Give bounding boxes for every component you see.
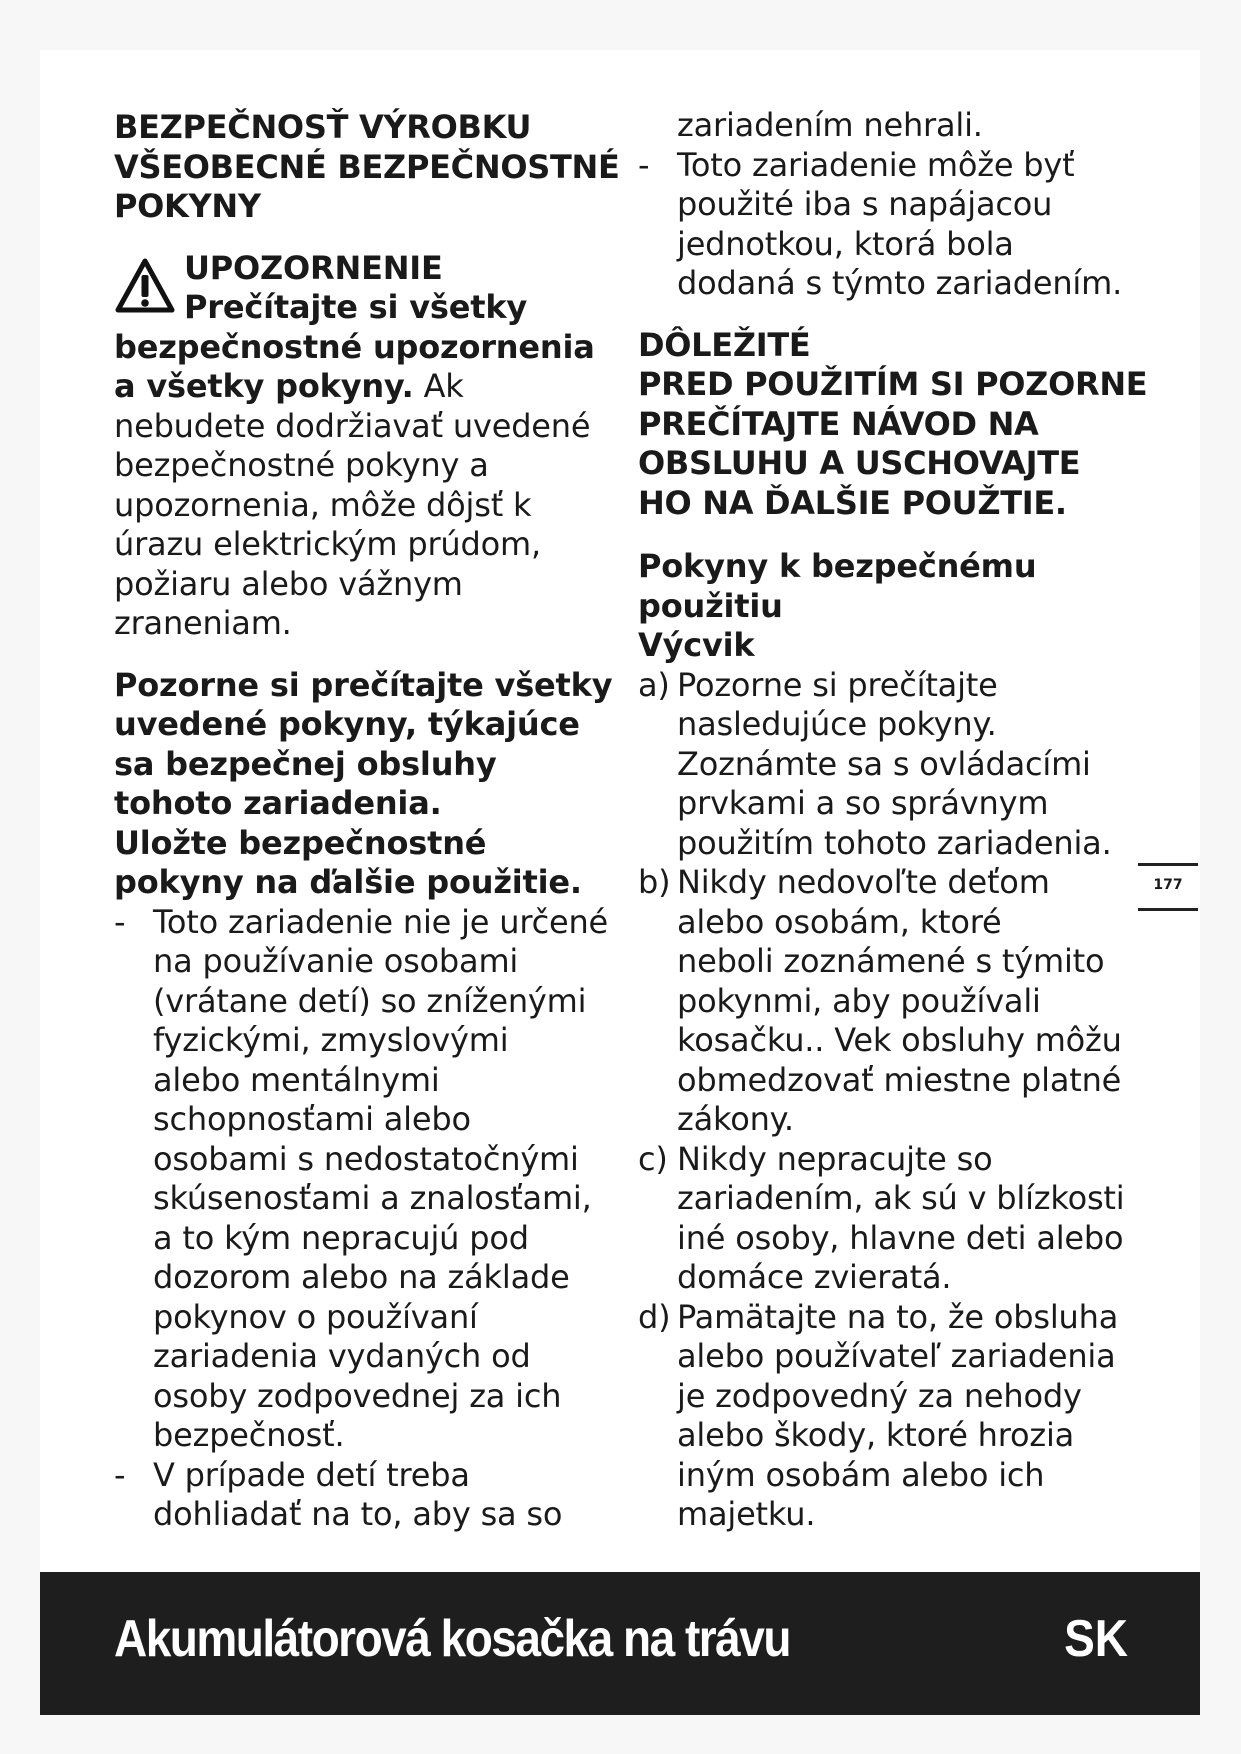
warning-text-line: nebudete dodržiavať uvedené: [114, 406, 591, 445]
item-line: iným osobám alebo ich: [677, 1455, 1045, 1494]
item-line: Toto zariadenie nie je určené: [153, 902, 609, 941]
item-line: alebo osobám, ktoré: [677, 902, 1002, 941]
item-line: dohliadať na to, aby sa so: [153, 1495, 563, 1533]
item-line: jednotkou, ktorá bola: [677, 224, 1014, 263]
section-title-line: Pokyny k bezpečnému: [638, 547, 1037, 585]
important-line: PRED POUŽITÍM SI POZORNE: [638, 365, 1148, 403]
warning-text-line: úrazu elektrickým prúdom,: [114, 525, 541, 563]
item-line: obmedzovať miestne platné: [677, 1060, 1122, 1099]
item-line: zariadením, ak sú v blízkosti: [677, 1179, 1125, 1217]
item-line: bezpečnosť.: [153, 1416, 345, 1454]
footer-bar: [40, 1572, 1200, 1715]
warning-bold-span: a všetky pokyny.: [114, 367, 414, 405]
item-line: fyzickými, zmyslovými: [153, 1021, 509, 1059]
warning-text-line: bezpečnostné pokyny a: [114, 446, 489, 484]
item-line: (vrátane detí) so zníženými: [153, 981, 587, 1020]
item-line: majetku.: [677, 1495, 816, 1533]
item-line: pokynov o používaní: [153, 1297, 478, 1336]
item-line: osobami s nedostatočnými: [153, 1139, 579, 1178]
item-line: kosačku.. Vek obsluhy môžu: [677, 1021, 1122, 1059]
dash-marker: -: [114, 1455, 126, 1494]
item-line: Nikdy nepracujte so: [677, 1139, 993, 1178]
item-line: pokynmi, aby používali: [677, 981, 1041, 1020]
list-item-a: [638, 666, 1138, 864]
item-line: alebo mentálnymi: [153, 1060, 440, 1099]
warning-text-line: zraneniam.: [114, 604, 292, 642]
bold-line: sa bezpečnej obsluhy: [114, 744, 497, 783]
item-line: Toto zariadenie môže byť: [677, 145, 1075, 184]
language-code: SK: [1064, 1609, 1128, 1668]
right-column: [638, 106, 1148, 1535]
warning-bold-line: Prečítajte si všetky: [184, 288, 528, 326]
item-line: neboli zoznámené s týmito: [677, 942, 1105, 980]
item-line: alebo používateľ zariadenia: [677, 1337, 1116, 1375]
continued-line: zariadením nehrali.: [677, 106, 983, 144]
dash-marker: -: [638, 145, 650, 184]
item-line: Nikdy nedovoľte deťom: [677, 863, 1050, 901]
item-line: je zodpovedný za nehody: [677, 1376, 1082, 1415]
item-line: iné osoby, hlavne deti alebo: [677, 1218, 1124, 1257]
dash-marker: -: [114, 902, 126, 941]
item-line: použité iba s napájacou: [677, 185, 1053, 223]
subsection-title: Výcvik: [638, 626, 755, 664]
list-item: [114, 1456, 614, 1535]
item-line: V prípade detí treba: [153, 1455, 470, 1494]
heading-line: BEZPEČNOSŤ VÝROBKU: [114, 108, 532, 146]
list-marker: c): [638, 1139, 668, 1178]
item-line: a to kým nepracujú pod: [153, 1218, 529, 1257]
item-line: schopnosťami alebo: [153, 1100, 471, 1138]
list-item: [638, 146, 1138, 304]
warning-title: UPOZORNENIE: [184, 248, 443, 287]
warning-text-line: upozornenia, môže dôjsť k: [114, 485, 532, 524]
bold-line: Pozorne si prečítajte všetky: [114, 665, 613, 704]
item-line: zariadenia vydaných od: [153, 1337, 531, 1375]
list-marker: a): [638, 665, 670, 704]
list-marker: d): [638, 1297, 671, 1336]
item-line: Pamätajte na to, že obsluha: [677, 1297, 1119, 1336]
warning-regular-span: Ak: [413, 367, 464, 405]
marker-line-bottom: [1138, 908, 1198, 911]
item-line: osoby zodpovednej za ich: [153, 1376, 562, 1415]
heading-line: VŠEOBECNÉ BEZPEČNOSTNÉ: [114, 147, 620, 186]
item-line: dodaná s týmto zariadením.: [677, 264, 1123, 302]
marker-line-top: [1138, 863, 1198, 866]
item-line: skúsenosťami a znalosťami,: [153, 1179, 592, 1217]
item-line: zákony.: [677, 1100, 794, 1138]
item-line: Pozorne si prečítajte: [677, 665, 998, 704]
item-line: použitím tohoto zariadenia.: [677, 823, 1112, 862]
list-item-c: [638, 1140, 1138, 1298]
item-line: nasledujúce pokyny.: [677, 705, 997, 743]
footer-title: Akumulátorová kosačka na trávu: [114, 1609, 790, 1668]
heading-line: POKYNY: [114, 187, 261, 225]
bold-line: uvedené pokyny, týkajúce: [114, 705, 580, 743]
bold-instructions: [114, 666, 614, 903]
important-block: [638, 325, 1148, 524]
page-number: 177: [1153, 877, 1183, 893]
section-title-line: použitiu: [638, 586, 783, 625]
warning-mixed-line: [114, 367, 614, 407]
item-line: domáce zvieratá.: [677, 1258, 952, 1296]
bold-line: pokyny na ďalšie použitie.: [114, 863, 582, 901]
item-line: na používanie osobami: [153, 942, 519, 980]
list-item: [114, 903, 614, 1456]
bold-line: tohoto zariadenia.: [114, 784, 442, 822]
item-line: alebo škody, ktoré hrozia: [677, 1416, 1075, 1454]
important-line: PREČÍTAJTE NÁVOD NA: [638, 404, 1039, 443]
warning-text-line: požiaru alebo vážnym: [114, 564, 463, 603]
item-line: prvkami a so správnym: [677, 784, 1049, 822]
section-title: [638, 547, 1138, 666]
list-item-b: [638, 863, 1138, 1140]
warning-block: [114, 249, 614, 644]
warning-triangle-icon: [114, 257, 176, 315]
item-line: Zoznámte sa s ovládacími: [677, 744, 1091, 783]
important-line: HO NA ĎALŠIE POUŽTIE.: [638, 483, 1067, 522]
left-column: [114, 108, 620, 1535]
bold-line: Uložte bezpečnostné: [114, 823, 487, 862]
important-line: DÔLEŽITÉ: [638, 325, 811, 364]
item-line: dozorom alebo na základe: [153, 1258, 570, 1296]
list-item-d: [638, 1298, 1138, 1535]
page-number-marker: [1138, 863, 1198, 911]
important-line: OBSLUHU A USCHOVAJTE: [638, 444, 1081, 482]
section-heading: [114, 108, 620, 227]
list-marker: b): [638, 863, 671, 901]
warning-bold-line: bezpečnostné upozornenia: [114, 327, 595, 366]
